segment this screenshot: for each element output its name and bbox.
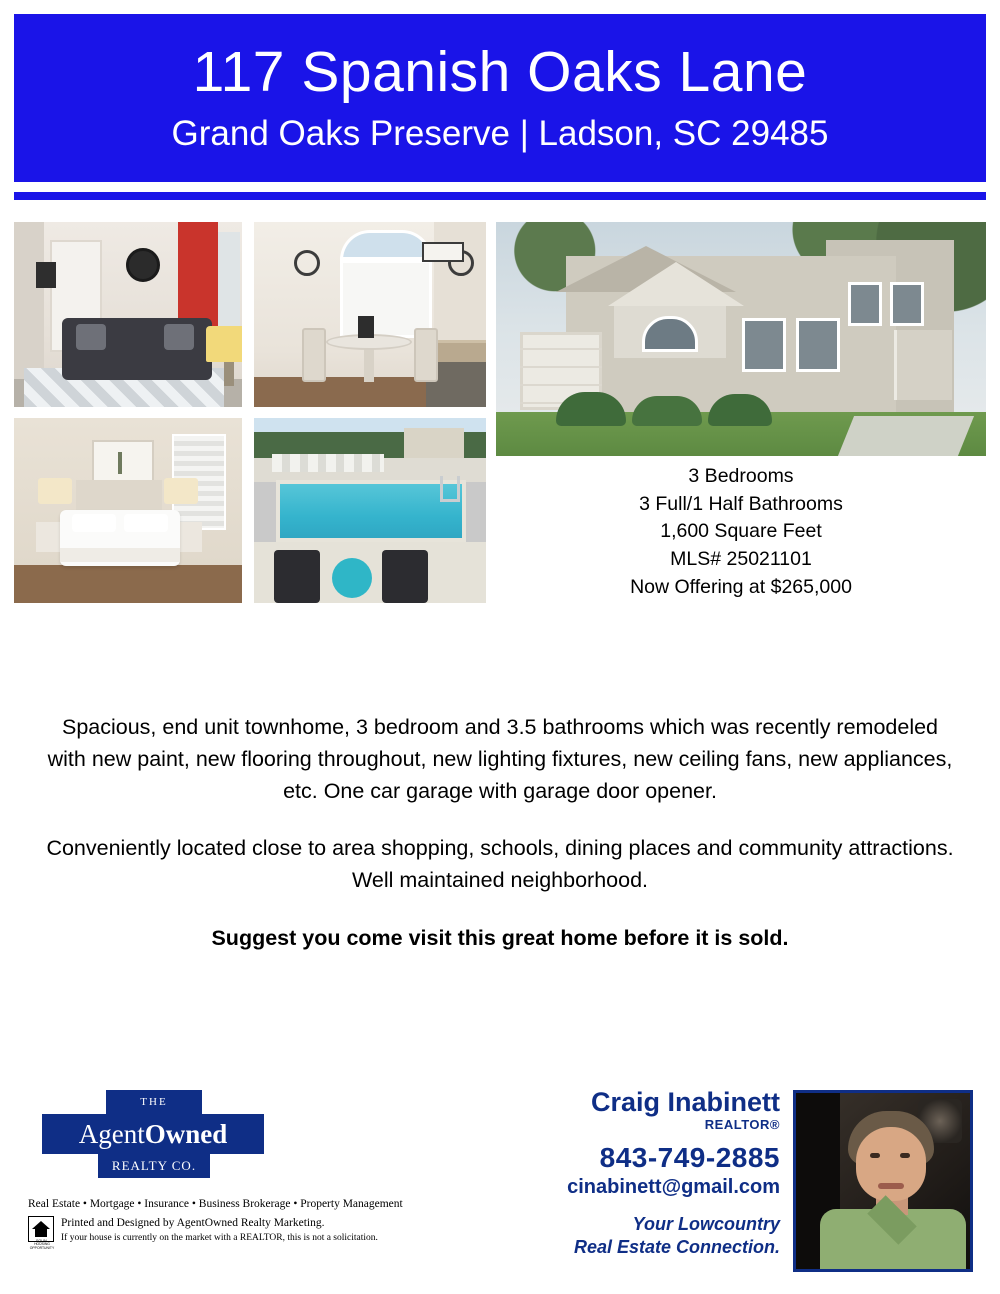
logo-realty-text: REALTY CO. <box>98 1154 210 1178</box>
agent-tagline-line-2: Real Estate Connection. <box>573 1236 780 1257</box>
brokerage-branding <box>28 1090 448 1250</box>
printed-by-text: Printed and Designed by AgentOwned Realty Marketing. <box>61 1217 325 1229</box>
agent-tagline-line-1: Your Lowcountry <box>632 1214 780 1235</box>
spec-bedrooms: 3 Bedrooms <box>688 465 794 487</box>
round-mirror-icon <box>294 250 320 276</box>
agent-email[interactable]: cinabinett@gmail.com <box>567 1176 780 1199</box>
solicitation-disclaimer: If your house is currently on the market with a REALTOR, this is not a solicitation. <box>61 1232 378 1243</box>
wall-clock-icon <box>126 248 160 282</box>
bedroom-photo <box>14 418 242 603</box>
logo-name-text <box>42 1114 264 1154</box>
logo-owned-text: Owned <box>144 1118 228 1149</box>
agent-name: Craig Inabinett <box>590 1087 780 1117</box>
page-title: 117 Spanish Oaks Lane <box>192 39 808 104</box>
page-subtitle: Grand Oaks Preserve | Ladson, SC 29485 <box>171 113 829 153</box>
community-pool-photo <box>254 418 486 603</box>
living-room-photo <box>14 222 242 407</box>
description-paragraph-2: Conveniently located close to area shopping, schools, dining places and community attractions. Well maintained neighborhood. <box>46 836 954 893</box>
logo-the-text: THE <box>106 1090 202 1114</box>
agent-phone[interactable]: 843-749-2885 <box>599 1142 780 1174</box>
eho-icon-caption: EQUAL HOUSING OPPORTUNITY <box>29 1238 55 1250</box>
agent-contact-block <box>470 1088 780 1258</box>
agent-role: REALTOR® <box>704 1117 780 1133</box>
dining-area-photo <box>254 222 486 407</box>
header-divider <box>14 192 986 200</box>
exterior-photo <box>496 222 986 456</box>
description-call-to-action: Suggest you come visit this great home before it is sold. <box>211 926 789 951</box>
agent-headshot <box>793 1090 973 1272</box>
agentowned-logo <box>42 1090 264 1180</box>
brokerage-services-line: Real Estate • Mortgage • Insurance • Business Brokerage • Property Management <box>28 1198 403 1210</box>
flyer-header <box>14 14 986 182</box>
description-paragraph-1: Spacious, end unit townhome, 3 bedroom and 3.5 bathrooms which was recently remodeled with new paint, new flooring throughout, new lighting fixtures, new ceiling fans, new appliances, etc. One car garage with garage door opener. <box>47 715 953 803</box>
legal-row <box>28 1216 448 1250</box>
agent-tagline <box>470 1213 780 1258</box>
property-specs <box>496 463 986 601</box>
logo-agent-text: Agent <box>78 1118 145 1149</box>
spec-bathrooms: 3 Full/1 Half Bathrooms <box>639 492 843 515</box>
spec-square-feet: 1,600 Square Feet <box>660 520 822 543</box>
equal-housing-opportunity-icon <box>28 1216 55 1250</box>
spec-mls-number: MLS# 25021101 <box>670 548 812 571</box>
legal-text <box>61 1216 378 1244</box>
property-description <box>40 712 960 955</box>
spec-price: Now Offering at $265,000 <box>630 575 852 598</box>
